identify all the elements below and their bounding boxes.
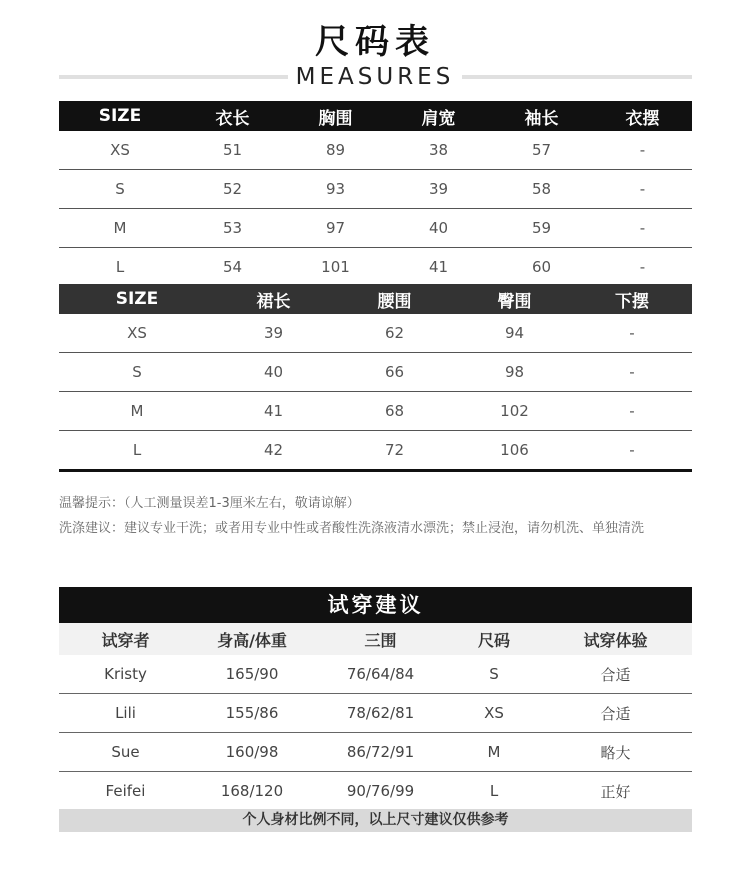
table-cell: Kristy — [104, 665, 147, 683]
table-cell: S — [489, 665, 499, 683]
table-cell: 89 — [325, 141, 346, 159]
col-header: 尺码 — [477, 630, 510, 650]
table-cell: - — [639, 258, 646, 276]
table-cell: 90/76/99 — [346, 782, 415, 800]
bottom-size-table — [59, 284, 692, 472]
table-cell: - — [639, 180, 646, 198]
table-cell: 57 — [531, 141, 552, 159]
table-cell: - — [629, 441, 635, 459]
col-header: SIZE — [98, 106, 142, 126]
table-cell: 106 — [500, 441, 529, 459]
page-subtitle-text: MEASURES — [288, 64, 463, 90]
table-row — [59, 248, 692, 286]
col-header: 试穿者 — [101, 630, 150, 650]
top-size-table — [59, 101, 692, 286]
table-cell: M — [113, 219, 127, 237]
table-row — [59, 209, 692, 248]
table-cell: M — [130, 402, 144, 420]
wash-advice: 洗涤建议：建议专业干洗；或者用专业中性或者酸性洗涤液清水漂洗；禁止浸泡，请勿机洗、单独清洗 — [59, 521, 645, 536]
table-cell: 66 — [384, 363, 405, 381]
table-cell: 40 — [428, 219, 449, 237]
table-cell: 102 — [500, 402, 529, 420]
table-cell: 76/64/84 — [346, 665, 415, 683]
col-header: 腰围 — [377, 291, 412, 312]
table-cell: - — [639, 219, 646, 237]
fit-disclaimer: 个人身材比例不同，以上尺寸建议仅供参考 — [59, 809, 692, 832]
table-row — [59, 655, 692, 694]
table-cell: 41 — [428, 258, 449, 276]
table-cell: M — [487, 743, 501, 761]
table-cell: 59 — [531, 219, 552, 237]
table-row — [59, 772, 692, 810]
table-cell: S — [115, 180, 125, 198]
table-cell: 38 — [428, 141, 449, 159]
table-cell: 86/72/91 — [346, 743, 415, 761]
page-subtitle — [0, 63, 750, 91]
col-header: 身高/体重 — [217, 630, 287, 650]
table-cell: 40 — [263, 363, 284, 381]
table-row — [59, 431, 692, 472]
bottom-table-header — [59, 284, 692, 314]
table-cell: 98 — [504, 363, 525, 381]
table-cell: - — [629, 324, 635, 342]
fit-section-title: 试穿建议 — [59, 587, 692, 623]
top-table-header — [59, 101, 692, 131]
col-header: 袖长 — [524, 108, 559, 129]
table-row — [59, 353, 692, 392]
table-cell: 51 — [222, 141, 243, 159]
table-cell: 101 — [321, 258, 350, 276]
table-cell: - — [629, 402, 635, 420]
table-cell: XS — [110, 141, 130, 159]
measurement-tip: 温馨提示：（人工测量误差1-3厘米左右，敬请谅解） — [59, 496, 360, 511]
fit-table-header — [59, 623, 692, 655]
table-cell: - — [629, 363, 635, 381]
table-cell: 94 — [504, 324, 525, 342]
col-header: 下摆 — [615, 291, 649, 312]
table-cell: 72 — [384, 441, 405, 459]
col-header: 三围 — [364, 630, 397, 650]
table-cell: 58 — [531, 180, 552, 198]
table-cell: S — [132, 363, 142, 381]
table-cell: 39 — [428, 180, 449, 198]
table-cell: 60 — [531, 258, 552, 276]
table-cell: Sue — [111, 743, 140, 761]
table-cell: L — [115, 258, 125, 276]
table-cell: 97 — [325, 219, 346, 237]
table-cell: 53 — [222, 219, 243, 237]
table-cell: 165/90 — [225, 665, 279, 683]
table-cell: 54 — [222, 258, 243, 276]
table-cell: 52 — [222, 180, 243, 198]
table-cell: 41 — [263, 402, 284, 420]
table-cell: L — [489, 782, 499, 800]
table-cell: 正好 — [600, 782, 631, 801]
table-cell: XS — [484, 704, 504, 722]
table-cell: 42 — [263, 441, 284, 459]
table-cell: 160/98 — [225, 743, 279, 761]
table-cell: 168/120 — [220, 782, 284, 800]
table-cell: 合适 — [600, 665, 631, 684]
table-cell: 合适 — [600, 704, 631, 723]
col-header: 衣长 — [215, 108, 250, 129]
table-row — [59, 314, 692, 353]
table-cell: 68 — [384, 402, 405, 420]
table-row — [59, 733, 692, 772]
col-header: SIZE — [115, 289, 159, 309]
table-cell: 155/86 — [225, 704, 279, 722]
table-cell: 78/62/81 — [346, 704, 415, 722]
table-cell: 62 — [384, 324, 405, 342]
col-header: 胸围 — [318, 108, 353, 129]
fit-table — [59, 623, 692, 810]
table-row — [59, 170, 692, 209]
table-row — [59, 694, 692, 733]
table-cell: 93 — [325, 180, 346, 198]
col-header: 臀围 — [497, 291, 532, 312]
table-row — [59, 392, 692, 431]
table-cell: XS — [127, 324, 147, 342]
table-cell: - — [639, 141, 646, 159]
table-cell: Lili — [115, 704, 136, 722]
table-cell: Feifei — [105, 782, 146, 800]
col-header: 肩宽 — [421, 108, 456, 129]
page-title: 尺码表 — [315, 22, 435, 62]
table-cell: 39 — [263, 324, 284, 342]
table-cell: 略大 — [600, 743, 631, 762]
col-header: 试穿体验 — [583, 630, 648, 650]
col-header: 裙长 — [256, 291, 291, 312]
table-cell: L — [132, 441, 142, 459]
col-header: 衣摆 — [625, 108, 660, 129]
table-row — [59, 131, 692, 170]
